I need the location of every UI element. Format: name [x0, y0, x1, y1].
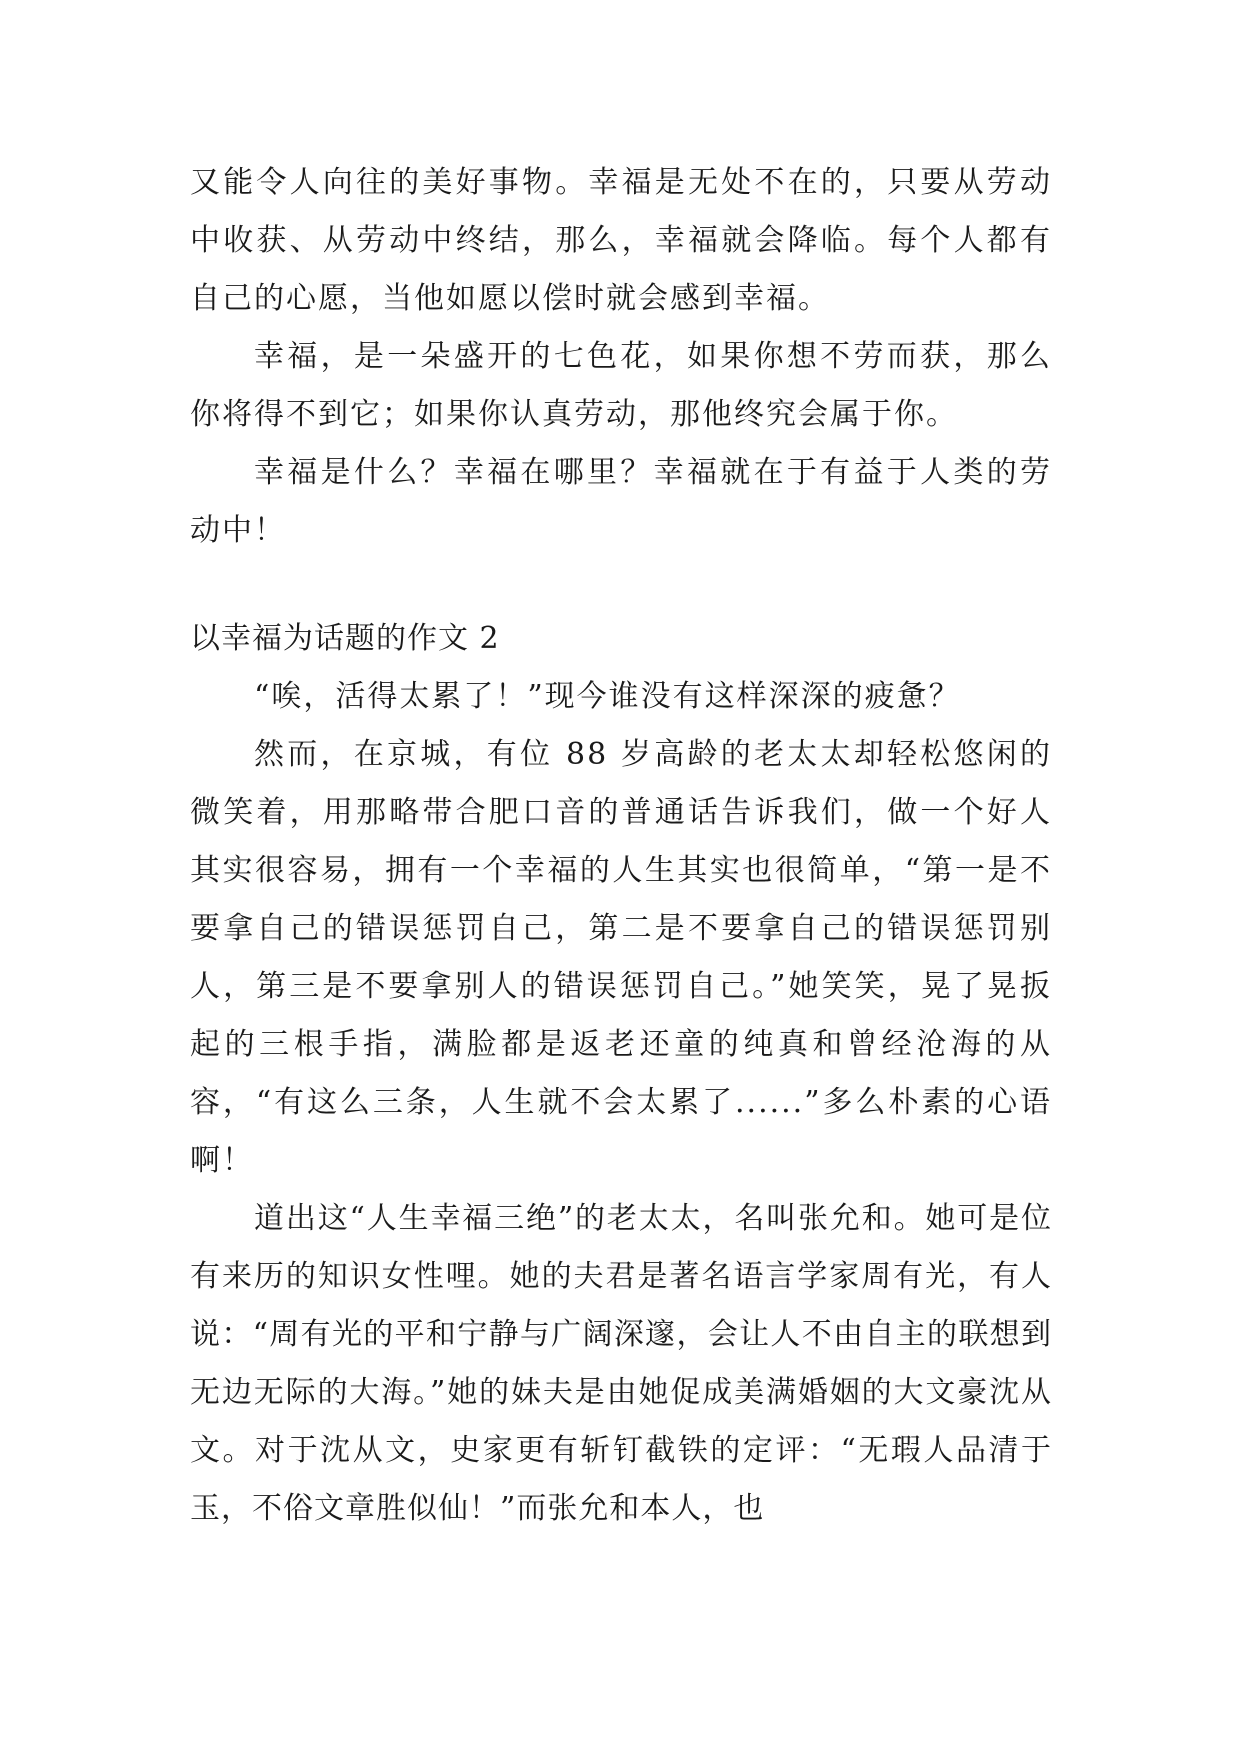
paragraph: “唉，活得太累了！”现今谁没有这样深深的疲惫？ — [254, 679, 961, 714]
paragraph: 然而，在京城，有位 88 岁高龄的老太太却轻松悠闲的微笑着，用那略带合肥口音的普通话告诉我们，做一个好人其实很容易，拥有一个幸福的人生其实也很简单，“第一是不要拿自己的错误惩罚自己，第二是不要拿自己的错误惩罚别人，第三是不要拿别人的错误惩罚自己。”她笑笑，晃了晃扳起的三根手指，满脸都是返老还童的纯真和曾经沧海的从容，“有这么三条，人生就不会太累了......”多么朴素的心语啊！ — [190, 737, 1052, 1178]
document-body — [190, 154, 1052, 1538]
paragraph: 道出这“人生幸福三绝”的老太太，名叫张允和。她可是位有来历的知识女性哩。她的夫君是著名语言学家周有光，有人说：“周有光的平和宁静与广阔深邃，会让人不由自主的联想到无边无际的大海。”她的妹夫是由她促成美满婚姻的大文豪沈从文。对于沈从文，史家更有斩钉截铁的定评：“无瑕人品清于玉，不俗文章胜似仙！”而张允和本人，也 — [190, 1201, 1052, 1526]
paragraph: 幸福，是一朵盛开的七色花，如果你想不劳而获，那么你将得不到它；如果你认真劳动，那他终究会属于你。 — [190, 339, 1052, 432]
paragraph-continued: 又能令人向往的美好事物。幸福是无处不在的，只要从劳动中收获、从劳动中终结，那么，幸福就会降临。每个人都有自己的心愿，当他如愿以偿时就会感到幸福。 — [190, 165, 1052, 316]
paragraph: 幸福是什么？幸福在哪里？幸福就在于有益于人类的劳动中！ — [190, 455, 1052, 548]
essay-heading: 以幸福为话题的作文 2 — [190, 621, 500, 656]
